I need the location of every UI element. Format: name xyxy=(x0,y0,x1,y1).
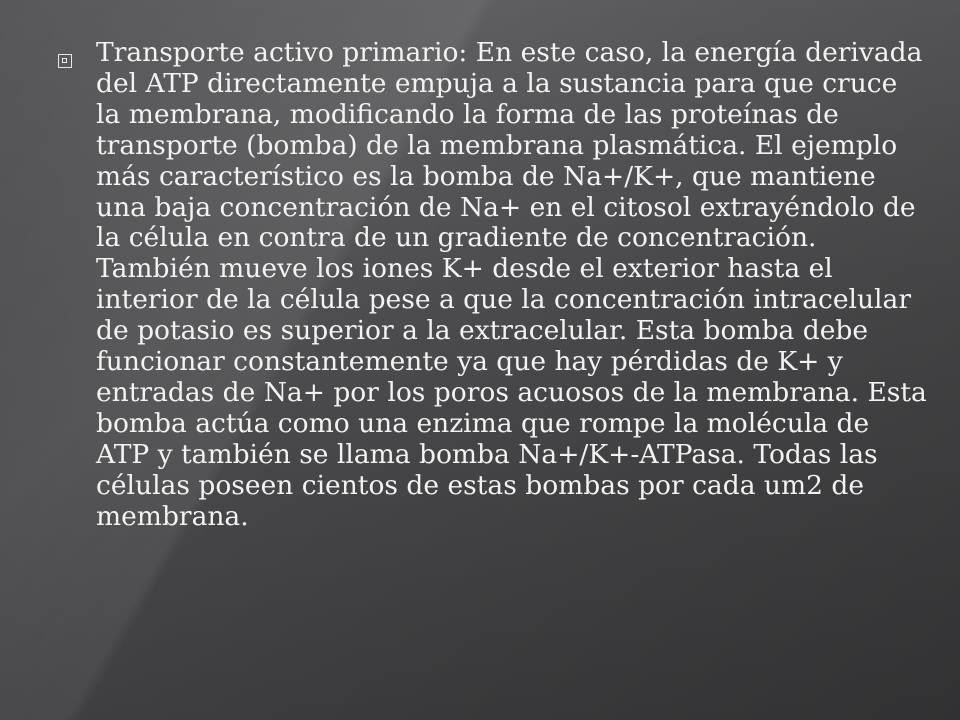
square-bullet-icon xyxy=(58,54,72,68)
bullet-text: Transporte activo primario: En este caso, la energía derivada del ATP directamente empuja a la sustancia para que cruce la membrana, modificando la forma de las proteínas de transporte (bomba) de la membrana plasmática. El ejemplo más característico es la bomba de Na+/K+, que mantiene una baja concentración de Na+ en el citosol extrayéndolo de la célula en contra de un gradiente de concentración. También mueve los iones K+ desde el exterior hasta el interior de la célula pese a que la concentración intracelular de potasio es superior a la extracelular. Esta bomba debe funcionar constantemente ya que hay pérdidas de K+ y entradas de Na+ por los poros acuosos de la membrana. Esta bomba actúa como una enzima que rompe la molécula de ATP y también se llama bomba Na+/K+-ATPasa. Todas las células poseen cientos de estas bombas por cada um2 de membrana. xyxy=(96,37,927,532)
slide-body xyxy=(58,38,928,533)
bullet-item xyxy=(58,38,928,533)
